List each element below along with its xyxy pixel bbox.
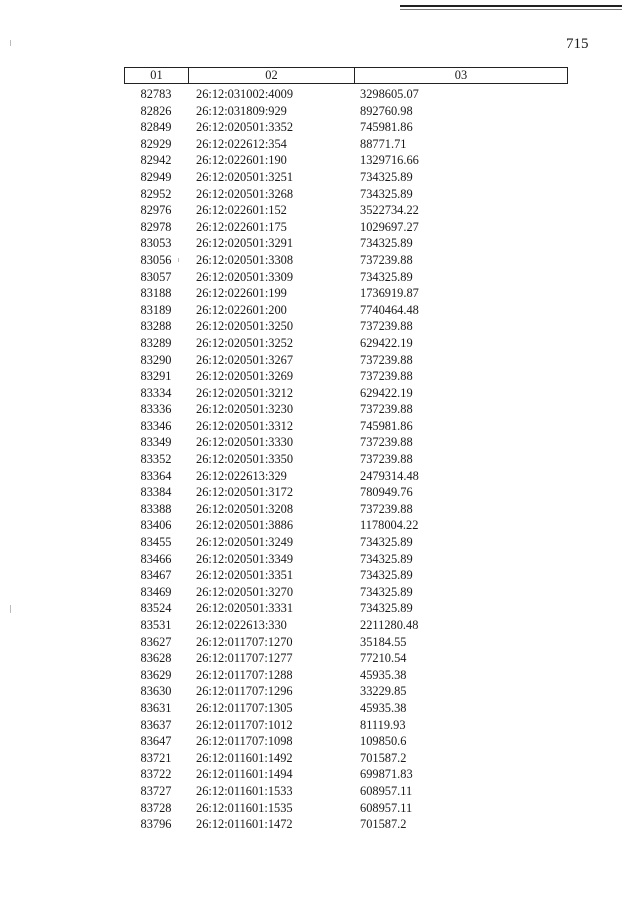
table-cell-col3: 88771.71 xyxy=(360,136,407,151)
table-row xyxy=(124,484,568,501)
top-rule xyxy=(400,5,622,7)
table-cell-col3: 3522734.22 xyxy=(360,203,419,218)
table-row xyxy=(124,634,568,651)
top-rule-thin xyxy=(400,9,622,10)
table-cell-col2: 26:12:020501:3208 xyxy=(196,501,294,516)
table-row xyxy=(124,800,568,817)
table-cell-col1: 83630 xyxy=(140,684,172,699)
data-table xyxy=(124,67,568,833)
table-cell-col1: 82929 xyxy=(140,136,172,151)
table-cell-col2: 26:12:022601:152 xyxy=(196,203,287,218)
table-cell-col1: 83722 xyxy=(140,767,172,782)
table-row xyxy=(124,368,568,385)
table-cell-col1: 83384 xyxy=(140,485,172,500)
table-row xyxy=(124,468,568,485)
table-cell-col2: 26:12:022601:200 xyxy=(196,302,287,317)
table-cell-col2: 26:12:022601:190 xyxy=(196,153,287,168)
table-cell-col3: 701587.2 xyxy=(360,817,407,832)
table-cell-col3: 780949.76 xyxy=(360,485,413,500)
table-cell-col3: 892760.98 xyxy=(360,103,413,118)
table-row xyxy=(124,766,568,783)
table-cell-col3: 629422.19 xyxy=(360,335,413,350)
table-row xyxy=(124,733,568,750)
table-cell-col1: 83352 xyxy=(140,452,172,467)
table-cell-col2: 26:12:020501:3352 xyxy=(196,120,294,135)
table-row xyxy=(124,285,568,302)
table-cell-col2: 26:12:011707:1296 xyxy=(196,684,293,699)
table-cell-col2: 26:12:020501:3886 xyxy=(196,518,294,533)
table-cell-col3: 81119.93 xyxy=(360,717,406,732)
table-cell-col3: 1736919.87 xyxy=(360,286,419,301)
table-cell-col2: 26:12:020501:3270 xyxy=(196,584,294,599)
table-cell-col2: 26:12:020501:3291 xyxy=(196,236,294,251)
table-cell-col3: 701587.2 xyxy=(360,750,407,765)
table-row xyxy=(124,600,568,617)
table-cell-col1: 82952 xyxy=(140,186,172,201)
table-cell-col3: 1329716.66 xyxy=(360,153,419,168)
table-cell-col1: 83289 xyxy=(140,335,172,350)
table-cell-col2: 26:12:022613:329 xyxy=(196,468,287,483)
table-cell-col2: 26:12:020501:3351 xyxy=(196,568,294,583)
table-cell-col2: 26:12:020501:3330 xyxy=(196,435,294,450)
table-cell-col3: 734325.89 xyxy=(360,186,413,201)
column-header-02: 02 xyxy=(189,68,355,83)
page-number: 715 xyxy=(566,36,589,52)
column-header-03: 03 xyxy=(454,68,468,82)
table-row xyxy=(124,617,568,634)
table-row xyxy=(124,783,568,800)
table-cell-col1: 83466 xyxy=(140,551,172,566)
table-cell-col1: 83189 xyxy=(140,302,172,317)
table-cell-col1: 83349 xyxy=(140,435,172,450)
table-cell-col1: 83467 xyxy=(140,568,172,583)
table-row xyxy=(124,335,568,352)
table-cell-col1: 82826 xyxy=(140,103,172,118)
table-cell-col1: 83288 xyxy=(140,319,172,334)
table-row xyxy=(124,86,568,103)
table-cell-col3: 45935.38 xyxy=(360,700,407,715)
table-row xyxy=(124,202,568,219)
table-row xyxy=(124,401,568,418)
table-cell-col1: 83796 xyxy=(140,817,172,832)
table-row xyxy=(124,700,568,717)
table-row xyxy=(124,318,568,335)
table-cell-col1: 82849 xyxy=(140,120,172,135)
table-cell-col3: 734325.89 xyxy=(360,601,413,616)
table-cell-col2: 26:12:020501:3308 xyxy=(196,252,294,267)
table-row xyxy=(124,103,568,120)
table-row xyxy=(124,136,568,153)
table-cell-col2: 26:12:020501:3212 xyxy=(196,385,294,400)
table-cell-col2: 26:12:011601:1533 xyxy=(196,783,293,798)
table-cell-col2: 26:12:031002:4009 xyxy=(196,87,294,101)
table-cell-col3: 608957.11 xyxy=(360,800,413,815)
column-header-01: 01 xyxy=(125,68,189,83)
table-cell-col3: 734325.89 xyxy=(360,535,413,550)
table-cell-col2: 26:12:031809:929 xyxy=(196,103,287,118)
table-cell-col1: 83524 xyxy=(140,601,172,616)
table-cell-col3: 745981.86 xyxy=(360,120,413,135)
table-cell-col3: 737239.88 xyxy=(360,452,413,467)
table-cell-col1: 82949 xyxy=(140,169,172,184)
table-cell-col3: 737239.88 xyxy=(360,402,413,417)
table-cell-col1: 83290 xyxy=(140,352,172,367)
table-row xyxy=(124,667,568,684)
table-cell-col1: 83637 xyxy=(140,717,172,732)
table-cell-col3: 737239.88 xyxy=(360,369,413,384)
table-cell-col2: 26:12:011601:1494 xyxy=(196,767,293,782)
table-cell-col2: 26:12:011707:1270 xyxy=(196,634,293,649)
table-cell-col1: 83728 xyxy=(140,800,172,815)
table-row xyxy=(124,302,568,319)
table-row xyxy=(124,650,568,667)
table-cell-col2: 26:12:020501:3331 xyxy=(196,601,294,616)
table-row xyxy=(124,186,568,203)
table-cell-col1: 82976 xyxy=(140,203,172,218)
table-row xyxy=(124,119,568,136)
table-cell-col3: 3298605.07 xyxy=(360,87,419,101)
table-cell-col1: 83469 xyxy=(140,584,172,599)
table-cell-col1: 83291 xyxy=(140,369,172,384)
table-cell-col2: 26:12:022613:330 xyxy=(196,618,287,632)
table-cell-col1: 83388 xyxy=(140,501,172,516)
table-cell-col1: 83455 xyxy=(140,535,172,550)
table-cell-col1: 83531 xyxy=(140,618,172,632)
table-cell-col1: 83056 xyxy=(140,252,172,267)
table-cell-col1: 83721 xyxy=(140,750,172,765)
table-cell-col2: 26:12:011707:1288 xyxy=(196,667,293,682)
table-cell-col2: 26:12:011707:1098 xyxy=(196,734,293,749)
table-cell-col2: 26:12:011707:1277 xyxy=(196,651,293,666)
table-cell-col2: 26:12:020501:3309 xyxy=(196,269,294,284)
table-cell-col1: 83727 xyxy=(140,783,172,798)
table-cell-col2: 26:12:020501:3249 xyxy=(196,535,294,550)
table-row xyxy=(124,534,568,551)
table-row xyxy=(124,501,568,518)
table-cell-col3: 77210.54 xyxy=(360,651,407,666)
table-cell-col1: 83631 xyxy=(140,700,172,715)
table-row xyxy=(124,517,568,534)
table-row xyxy=(124,717,568,734)
table-row xyxy=(124,683,568,700)
table-cell-col2: 26:12:022601:175 xyxy=(196,219,287,234)
table-cell-col3: 608957.11 xyxy=(360,783,413,798)
table-cell-col2: 26:12:020501:3252 xyxy=(196,335,294,350)
scan-speck xyxy=(10,605,11,613)
table-row xyxy=(124,169,568,186)
table-cell-col2: 26:12:011707:1305 xyxy=(196,700,293,715)
table-cell-col1: 82783 xyxy=(140,87,172,101)
table-cell-col1: 83057 xyxy=(140,269,172,284)
table-row xyxy=(124,269,568,286)
table-cell-col2: 26:12:022601:199 xyxy=(196,286,287,301)
table-cell-col1: 83628 xyxy=(140,651,172,666)
table-cell-col2: 26:12:020501:3350 xyxy=(196,452,294,467)
table-cell-col3: 745981.86 xyxy=(360,418,413,433)
table-cell-col3: 1178004.22 xyxy=(360,518,419,533)
table-row xyxy=(124,451,568,468)
table-cell-col2: 26:12:020501:3230 xyxy=(196,402,294,417)
table-cell-col2: 26:12:020501:3251 xyxy=(196,169,294,184)
table-cell-col2: 26:12:020501:3250 xyxy=(196,319,294,334)
table-cell-col1: 83053 xyxy=(140,236,172,251)
table-cell-col3: 734325.89 xyxy=(360,269,413,284)
table-row xyxy=(124,219,568,236)
table-body xyxy=(124,84,568,833)
table-cell-col2: 26:12:011601:1535 xyxy=(196,800,293,815)
table-cell-col2: 26:12:020501:3312 xyxy=(196,418,294,433)
table-cell-col3: 699871.83 xyxy=(360,767,413,782)
scan-speck xyxy=(10,40,11,46)
table-cell-col2: 26:12:011601:1472 xyxy=(196,817,293,832)
table-cell-col3: 734325.89 xyxy=(360,236,413,251)
table-cell-col1: 83336 xyxy=(140,402,172,417)
table-cell-col3: 7740464.48 xyxy=(360,302,419,317)
table-cell-col3: 629422.19 xyxy=(360,385,413,400)
table-cell-col1: 83406 xyxy=(140,518,172,533)
table-row xyxy=(124,567,568,584)
table-cell-col1: 83188 xyxy=(140,286,172,301)
table-cell-col2: 26:12:020501:3268 xyxy=(196,186,294,201)
table-cell-col3: 2479314.48 xyxy=(360,468,419,483)
table-cell-col1: 82978 xyxy=(140,219,172,234)
table-cell-col3: 1029697.27 xyxy=(360,219,419,234)
table-cell-col1: 82942 xyxy=(140,153,172,168)
table-cell-col1: 83334 xyxy=(140,385,172,400)
table-cell-col1: 83627 xyxy=(140,634,172,649)
table-row xyxy=(124,352,568,369)
table-row xyxy=(124,418,568,435)
table-cell-col1: 83346 xyxy=(140,418,172,433)
table-row xyxy=(124,152,568,169)
table-cell-col2: 26:12:011707:1012 xyxy=(196,717,293,732)
table-cell-col3: 35184.55 xyxy=(360,634,407,649)
table-cell-col2: 26:12:020501:3172 xyxy=(196,485,294,500)
table-cell-col3: 45935.38 xyxy=(360,667,407,682)
table-cell-col3: 734325.89 xyxy=(360,169,413,184)
table-header-row xyxy=(124,67,568,84)
table-row xyxy=(124,584,568,601)
table-cell-col3: 33229.85 xyxy=(360,684,407,699)
table-row xyxy=(124,750,568,767)
table-cell-col3: 737239.88 xyxy=(360,252,413,267)
table-row xyxy=(124,816,568,833)
table-row xyxy=(124,252,568,269)
table-cell-col3: 734325.89 xyxy=(360,584,413,599)
table-row xyxy=(124,385,568,402)
table-cell-col3: 109850.6 xyxy=(360,734,407,749)
table-cell-col3: 737239.88 xyxy=(360,435,413,450)
table-cell-col1: 83629 xyxy=(140,667,172,682)
table-cell-col3: 734325.89 xyxy=(360,568,413,583)
table-cell-col1: 83364 xyxy=(140,468,172,483)
table-cell-col3: 734325.89 xyxy=(360,551,413,566)
table-cell-col2: 26:12:011601:1492 xyxy=(196,750,293,765)
table-row xyxy=(124,434,568,451)
table-cell-col3: 737239.88 xyxy=(360,352,413,367)
table-cell-col2: 26:12:020501:3269 xyxy=(196,369,294,384)
table-cell-col1: 83647 xyxy=(140,734,172,749)
table-cell-col3: 2211280.48 xyxy=(360,618,419,632)
table-cell-col3: 737239.88 xyxy=(360,501,413,516)
table-cell-col2: 26:12:020501:3349 xyxy=(196,551,294,566)
table-cell-col2: 26:12:020501:3267 xyxy=(196,352,294,367)
table-cell-col3: 737239.88 xyxy=(360,319,413,334)
table-row xyxy=(124,551,568,568)
table-cell-col2: 26:12:022612:354 xyxy=(196,136,287,151)
table-row xyxy=(124,235,568,252)
